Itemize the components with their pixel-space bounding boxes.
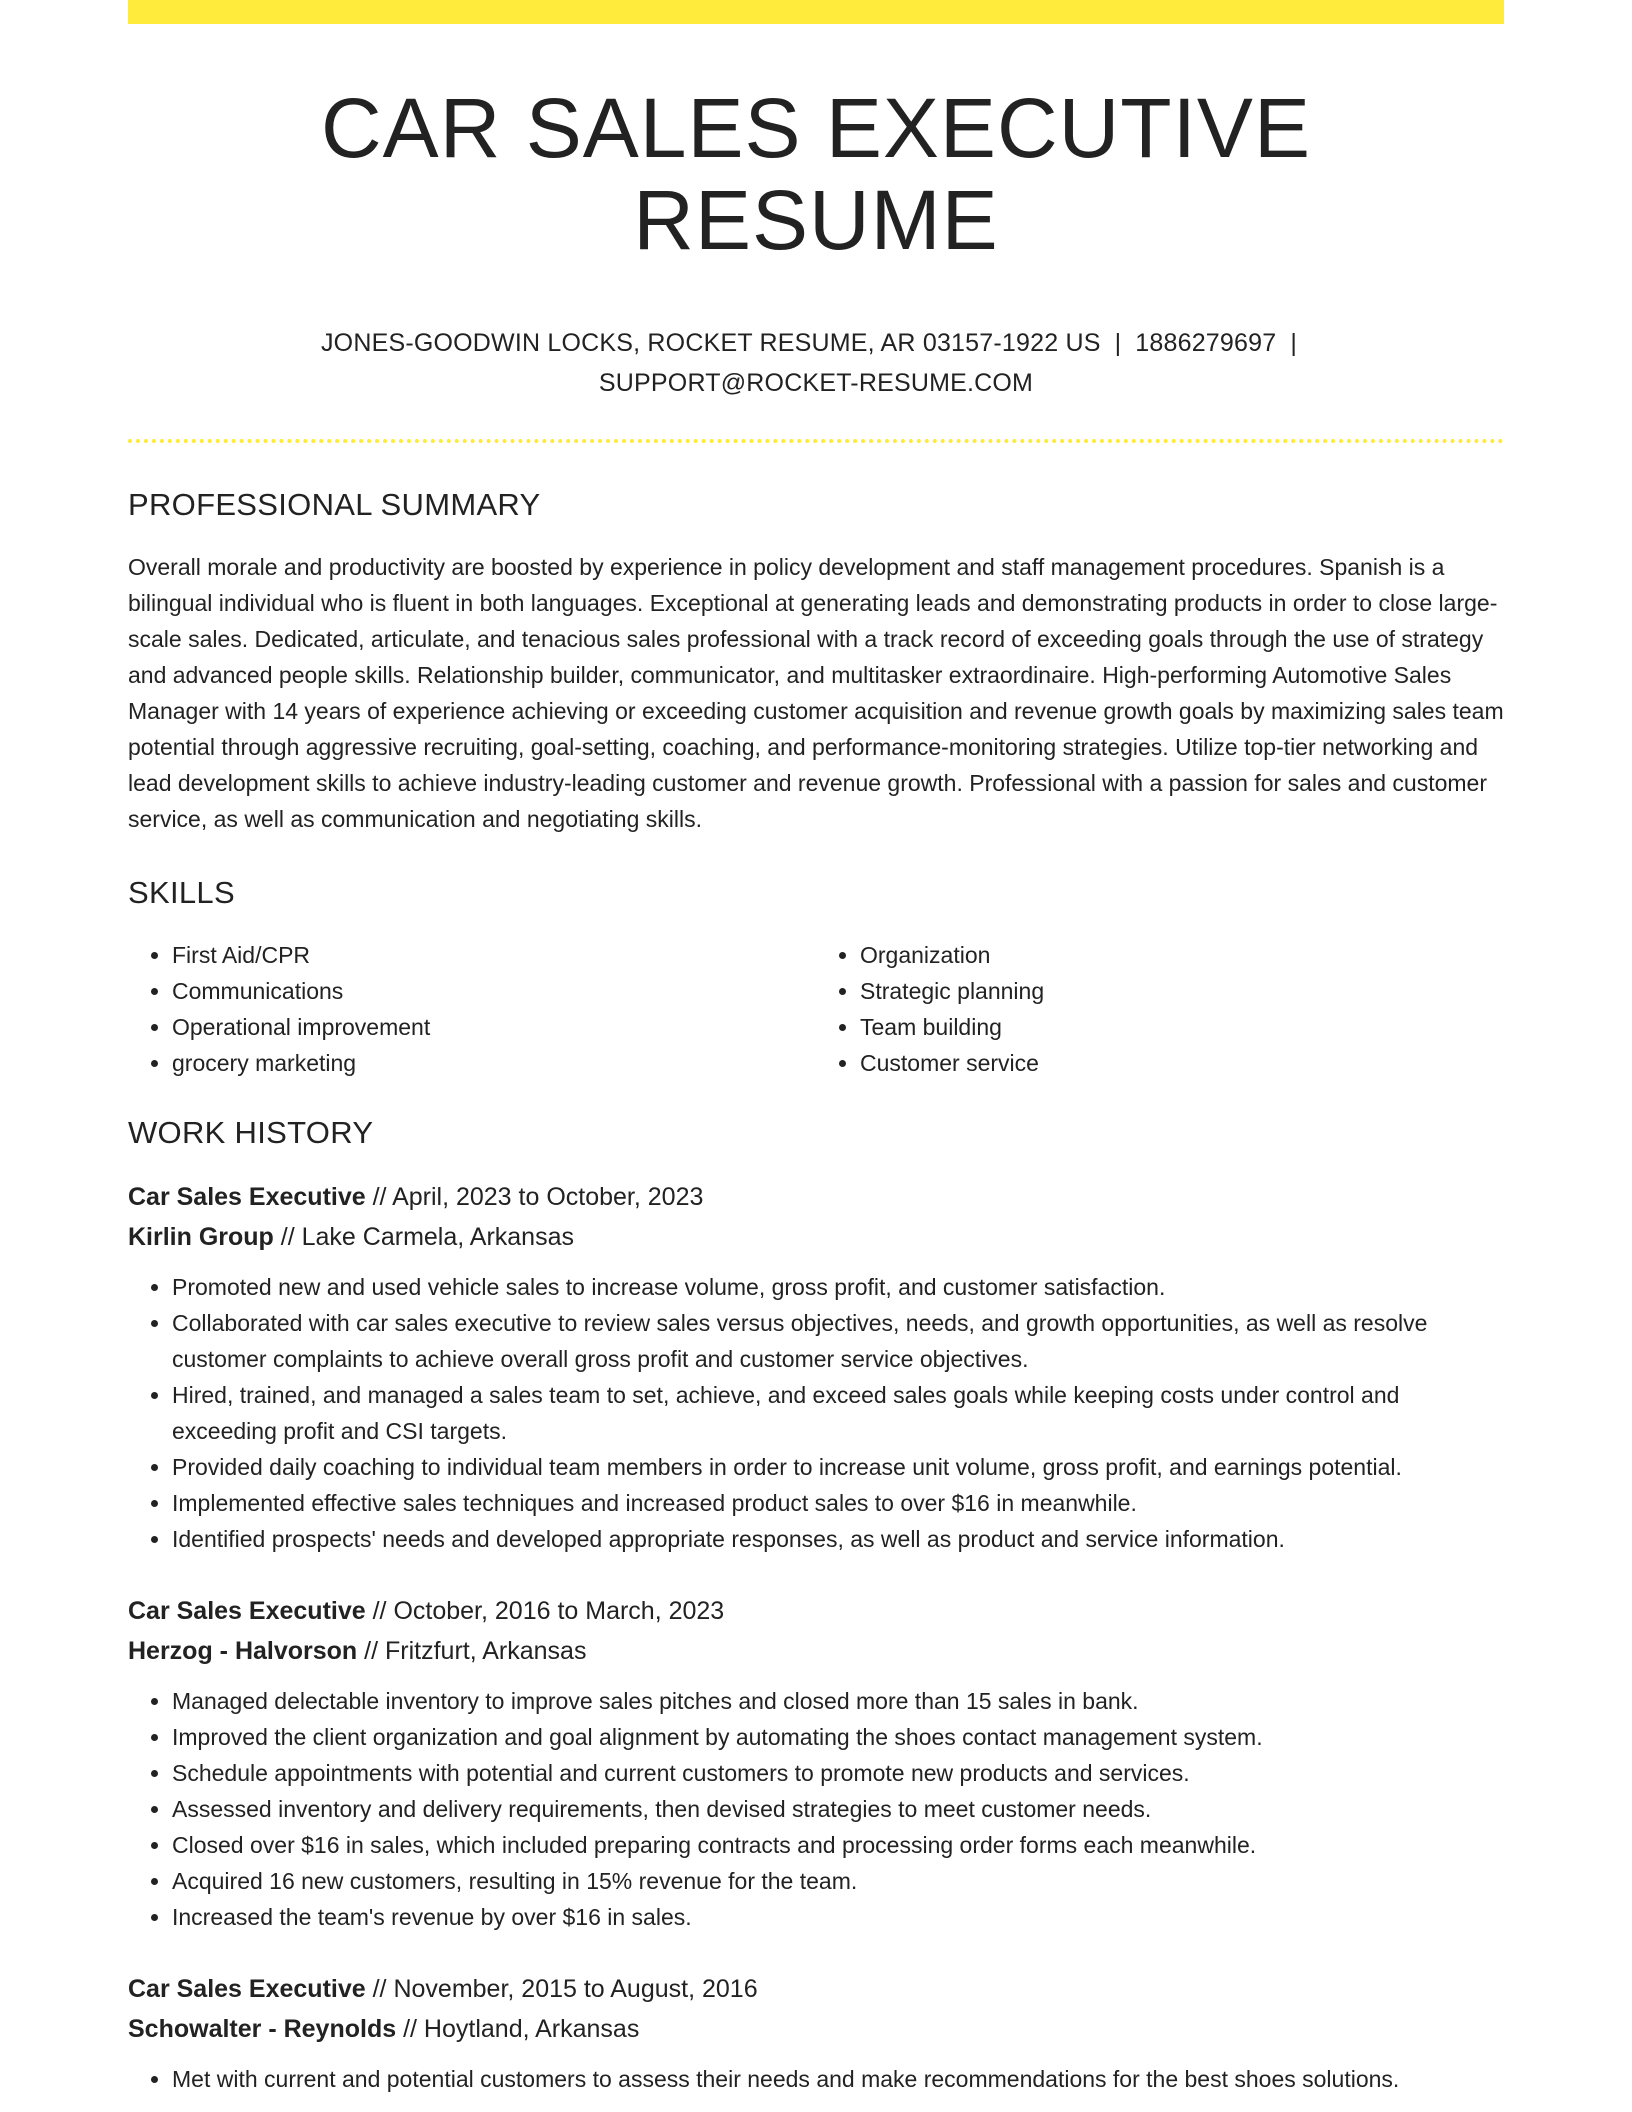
phone-text: 1886279697 — [1135, 328, 1277, 357]
company-line — [128, 1631, 1504, 1671]
separator: | — [1290, 328, 1298, 357]
skill-item: • Strategic planning — [860, 973, 1504, 1009]
job-location: Fritzfurt, Arkansas — [385, 1636, 587, 1665]
job-bullet: • Managed delectable inventory to improve sales pitches and closed more than 15 sales in bank. — [172, 1683, 1504, 1719]
separator: // — [365, 1974, 394, 2003]
skills-list-left — [128, 937, 816, 1081]
job-dates: October, 2016 to March, 2023 — [393, 1596, 725, 1625]
skills-section — [128, 875, 1504, 1081]
header-divider — [128, 439, 1504, 443]
section-heading: PROFESSIONAL SUMMARY — [128, 486, 541, 522]
section-heading: WORK HISTORY — [128, 1114, 374, 1150]
skill-item: • Operational improvement — [172, 1009, 816, 1045]
job-bullet: • Schedule appointments with potential and current customers to promote new products and services. — [172, 1755, 1504, 1791]
job-location: Hoytland, Arkansas — [423, 2014, 640, 2043]
separator: // — [273, 1222, 302, 1251]
job-bullet: • Closed over $16 in sales, which included preparing contracts and processing order forms each meanwhile. — [172, 1827, 1504, 1863]
skills-grid — [128, 937, 1504, 1081]
job-bullet: • Promoted new and used vehicle sales to increase volume, gross profit, and customer satisfaction. — [172, 1269, 1504, 1305]
email-link[interactable]: SUPPORT@ROCKET-RESUME.COM — [598, 368, 1034, 397]
professional-summary-section — [128, 487, 1504, 837]
skill-item: • grocery marketing — [172, 1045, 816, 1081]
job-title-line — [128, 1969, 1504, 2009]
job-entry — [128, 1591, 1504, 1935]
job-bullet: • Improved the client organization and goal alignment by automating the shoes contact management system. — [172, 1719, 1504, 1755]
separator: // — [396, 2014, 424, 2043]
job-title-line — [128, 1591, 1504, 1631]
job-title: Car Sales Executive — [128, 1596, 366, 1625]
skill-item: • Team building — [860, 1009, 1504, 1045]
job-dates: April, 2023 to October, 2023 — [392, 1182, 704, 1211]
company-name: Kirlin Group — [128, 1222, 274, 1251]
contact-info — [316, 323, 1316, 403]
job-bullet: • Implemented effective sales techniques and increased product sales to over $16 in meanwhile. — [172, 1485, 1504, 1521]
resume-title: CAR SALES EXECUTIVE RESUME — [321, 81, 1311, 268]
job-bullet: • Collaborated with car sales executive to review sales versus objectives, needs, and growth opportunities, as well as resolve customer complaints to achieve overall gross profit and customer service objectives. — [172, 1305, 1504, 1377]
top-accent-bar — [128, 0, 1504, 24]
job-bullets — [128, 2061, 1504, 2097]
job-title-line — [128, 1177, 1504, 1217]
company-line — [128, 2009, 1504, 2049]
skill-item: • Customer service — [860, 1045, 1504, 1081]
separator: // — [365, 1596, 394, 1625]
summary-text: Overall morale and productivity are boosted by experience in policy development and staff management procedures. Spanish is a bilingual individual who is fluent in both languages. Exceptional at generating leads and demonstrating products in order to close large-scale sales. Dedicated, articulate, and tenacious sales professional with a track record of exceeding goals through the use of strategy and advanced people skills. Relationship builder, communicator, and multitasker extraordinaire. High-performing Automotive Sales Manager with 14 years of experience achieving or exceeding customer acquisition and revenue growth goals by maximizing sales team potential through aggressive recruiting, goal-setting, coaching, and performance-monitoring strategies. Utilize top-tier networking and lead development skills to achieve industry-leading customer and revenue growth. Professional with a passion for sales and customer service, as well as communication and negotiating skills. — [128, 553, 1504, 832]
job-bullet: • Met with current and potential customers to assess their needs and make recommendations for the best shoes solutions. — [172, 2061, 1504, 2097]
job-bullet: • Acquired 16 new customers, resulting in 15% revenue for the team. — [172, 1863, 1504, 1899]
job-bullet: • Identified prospects' needs and developed appropriate responses, as well as product and service information. — [172, 1521, 1504, 1557]
job-bullet: • Hired, trained, and managed a sales team to set, achieve, and exceed sales goals while keeping costs under control and exceeding profit and CSI targets. — [172, 1377, 1504, 1449]
company-name: Schowalter - Reynolds — [128, 2014, 397, 2043]
skill-item: • First Aid/CPR — [172, 937, 816, 973]
job-bullet: • Increased the team's revenue by over $16 in sales. — [172, 1899, 1504, 1935]
separator: // — [365, 1182, 393, 1211]
job-bullet: • Assessed inventory and delivery requirements, then devised strategies to meet customer needs. — [172, 1791, 1504, 1827]
job-bullets — [128, 1269, 1504, 1557]
section-heading: SKILLS — [128, 874, 235, 910]
company-line — [128, 1217, 1504, 1257]
job-location: Lake Carmela, Arkansas — [301, 1222, 574, 1251]
job-bullet: • Provided daily coaching to individual team members in order to increase unit volume, gross profit, and earnings potential. — [172, 1449, 1504, 1485]
job-entry — [128, 1969, 1504, 2097]
job-title: Car Sales Executive — [128, 1974, 366, 2003]
resume-page — [128, 0, 1504, 2097]
skills-list-right — [816, 937, 1504, 1081]
company-name: Herzog - Halvorson — [128, 1636, 358, 1665]
skill-item: • Organization — [860, 937, 1504, 973]
work-history-section — [128, 1115, 1504, 2097]
separator: // — [357, 1636, 385, 1665]
job-bullets — [128, 1683, 1504, 1935]
job-dates: November, 2015 to August, 2016 — [393, 1974, 758, 2003]
job-entry — [128, 1177, 1504, 1557]
job-title: Car Sales Executive — [128, 1182, 366, 1211]
address-text: JONES-GOODWIN LOCKS, ROCKET RESUME, AR 03157-1922 US — [320, 328, 1101, 357]
separator: | — [1114, 328, 1122, 357]
skill-item: • Communications — [172, 973, 816, 1009]
